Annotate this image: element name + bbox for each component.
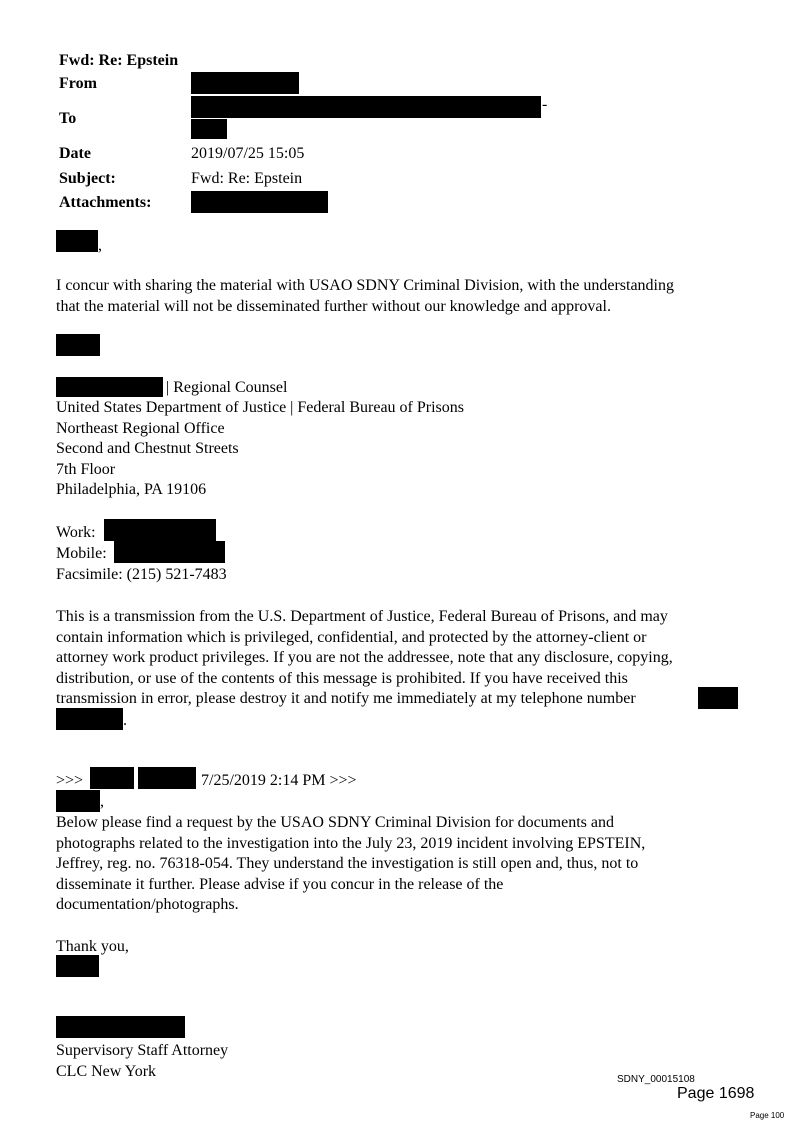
page-number-small: Page 100 bbox=[750, 1111, 785, 1120]
redaction-forward-first bbox=[90, 767, 134, 789]
redaction-to-line1 bbox=[191, 96, 541, 118]
to-trailing-hyphen: - bbox=[542, 96, 548, 113]
redaction-salutation bbox=[56, 230, 98, 252]
signature-address bbox=[56, 398, 464, 501]
subject-label: Subject: bbox=[59, 170, 116, 187]
attachments-label: Attachments: bbox=[59, 194, 152, 211]
forward-line: Below please find a request by the USAO SDNY Criminal Division for documents and bbox=[56, 814, 614, 831]
message-line: that the material will not be disseminated further without our knowledge and approval. bbox=[56, 297, 611, 315]
redaction-forward-last bbox=[138, 767, 196, 789]
disclaimer-line: distribution, or use of the contents of this message is prohibited. If you have received this bbox=[56, 669, 628, 687]
forward-line: Jeffrey, reg. no. 76318-054. They understand the investigation is still open and, thus, not to bbox=[56, 855, 639, 872]
redaction-attorney-name bbox=[56, 1016, 185, 1038]
attorney-title: Supervisory Staff Attorney bbox=[56, 1042, 229, 1059]
redaction-attachments bbox=[191, 191, 328, 213]
subject-value: Fwd: Re: Epstein bbox=[191, 170, 303, 187]
message-line: I concur with sharing the material with USAO SDNY Criminal Division, with the understanding bbox=[56, 277, 674, 294]
redaction-from bbox=[191, 72, 299, 94]
address-line: Philadelphia, PA 19106 bbox=[56, 481, 207, 498]
attorney-office: CLC New York bbox=[56, 1063, 157, 1080]
address-line: United States Department of Justice | Federal Bureau of Prisons bbox=[56, 399, 464, 416]
disclaimer-line: transmission in error, please destroy it and notify me immediately at my telephone number bbox=[56, 690, 636, 707]
disclaimer-line: attorney work product privileges. If you are not the addressee, note that any disclosure, copying, bbox=[56, 649, 673, 666]
disclaimer-line: contain information which is privileged, confidential, and protected by the attorney-client or bbox=[56, 628, 647, 646]
closing: Thank you, bbox=[56, 938, 129, 955]
redaction-to-line2 bbox=[191, 119, 227, 139]
forward-paragraph bbox=[56, 813, 645, 916]
disclaimer bbox=[56, 607, 673, 710]
redaction-phone-2 bbox=[56, 708, 123, 730]
redaction-counsel-name bbox=[56, 377, 163, 397]
address-line: Northeast Regional Office bbox=[56, 419, 225, 437]
forward-marker-prefix: >>> bbox=[56, 772, 84, 789]
redaction-phone-1 bbox=[698, 687, 738, 709]
from-label: From bbox=[59, 75, 97, 92]
mobile-label: Mobile: bbox=[56, 545, 107, 562]
email-title: Fwd: Re: Epstein bbox=[59, 52, 179, 69]
bates-number: SDNY_00015108 bbox=[617, 1074, 695, 1085]
page-number: Page 1698 bbox=[677, 1085, 755, 1102]
address-line: 7th Floor bbox=[56, 460, 116, 478]
forward-line: disseminate it further. Please advise if you concur in the release of the bbox=[56, 875, 504, 893]
work-label: Work: bbox=[56, 524, 96, 541]
redaction-sender-name bbox=[56, 334, 100, 356]
date-label: Date bbox=[59, 145, 91, 162]
forward-line: photographs related to the investigation into the July 23, 2019 incident involving EPSTEIN, bbox=[56, 834, 646, 852]
facsimile: Facsimile: (215) 521-7483 bbox=[56, 566, 227, 583]
message-paragraph bbox=[56, 276, 674, 317]
forward-marker-date: 7/25/2019 2:14 PM >>> bbox=[201, 772, 357, 789]
forward-salutation-comma: , bbox=[100, 793, 104, 810]
redaction-closing-name bbox=[56, 955, 99, 977]
forward-line: documentation/photographs. bbox=[56, 896, 239, 913]
to-label: To bbox=[59, 110, 77, 127]
signature-title: | Regional Counsel bbox=[166, 379, 288, 396]
redaction-mobile-phone bbox=[114, 541, 225, 563]
disclaimer-period: . bbox=[123, 712, 127, 729]
address-line: Second and Chestnut Streets bbox=[56, 440, 239, 457]
date-value: 2019/07/25 15:05 bbox=[191, 145, 305, 162]
redaction-forward-salutation bbox=[56, 790, 100, 812]
salutation-comma: , bbox=[98, 237, 102, 254]
redaction-work-phone bbox=[104, 519, 216, 541]
disclaimer-line: This is a transmission from the U.S. Department of Justice, Federal Bureau of Prisons, and may bbox=[56, 608, 668, 625]
